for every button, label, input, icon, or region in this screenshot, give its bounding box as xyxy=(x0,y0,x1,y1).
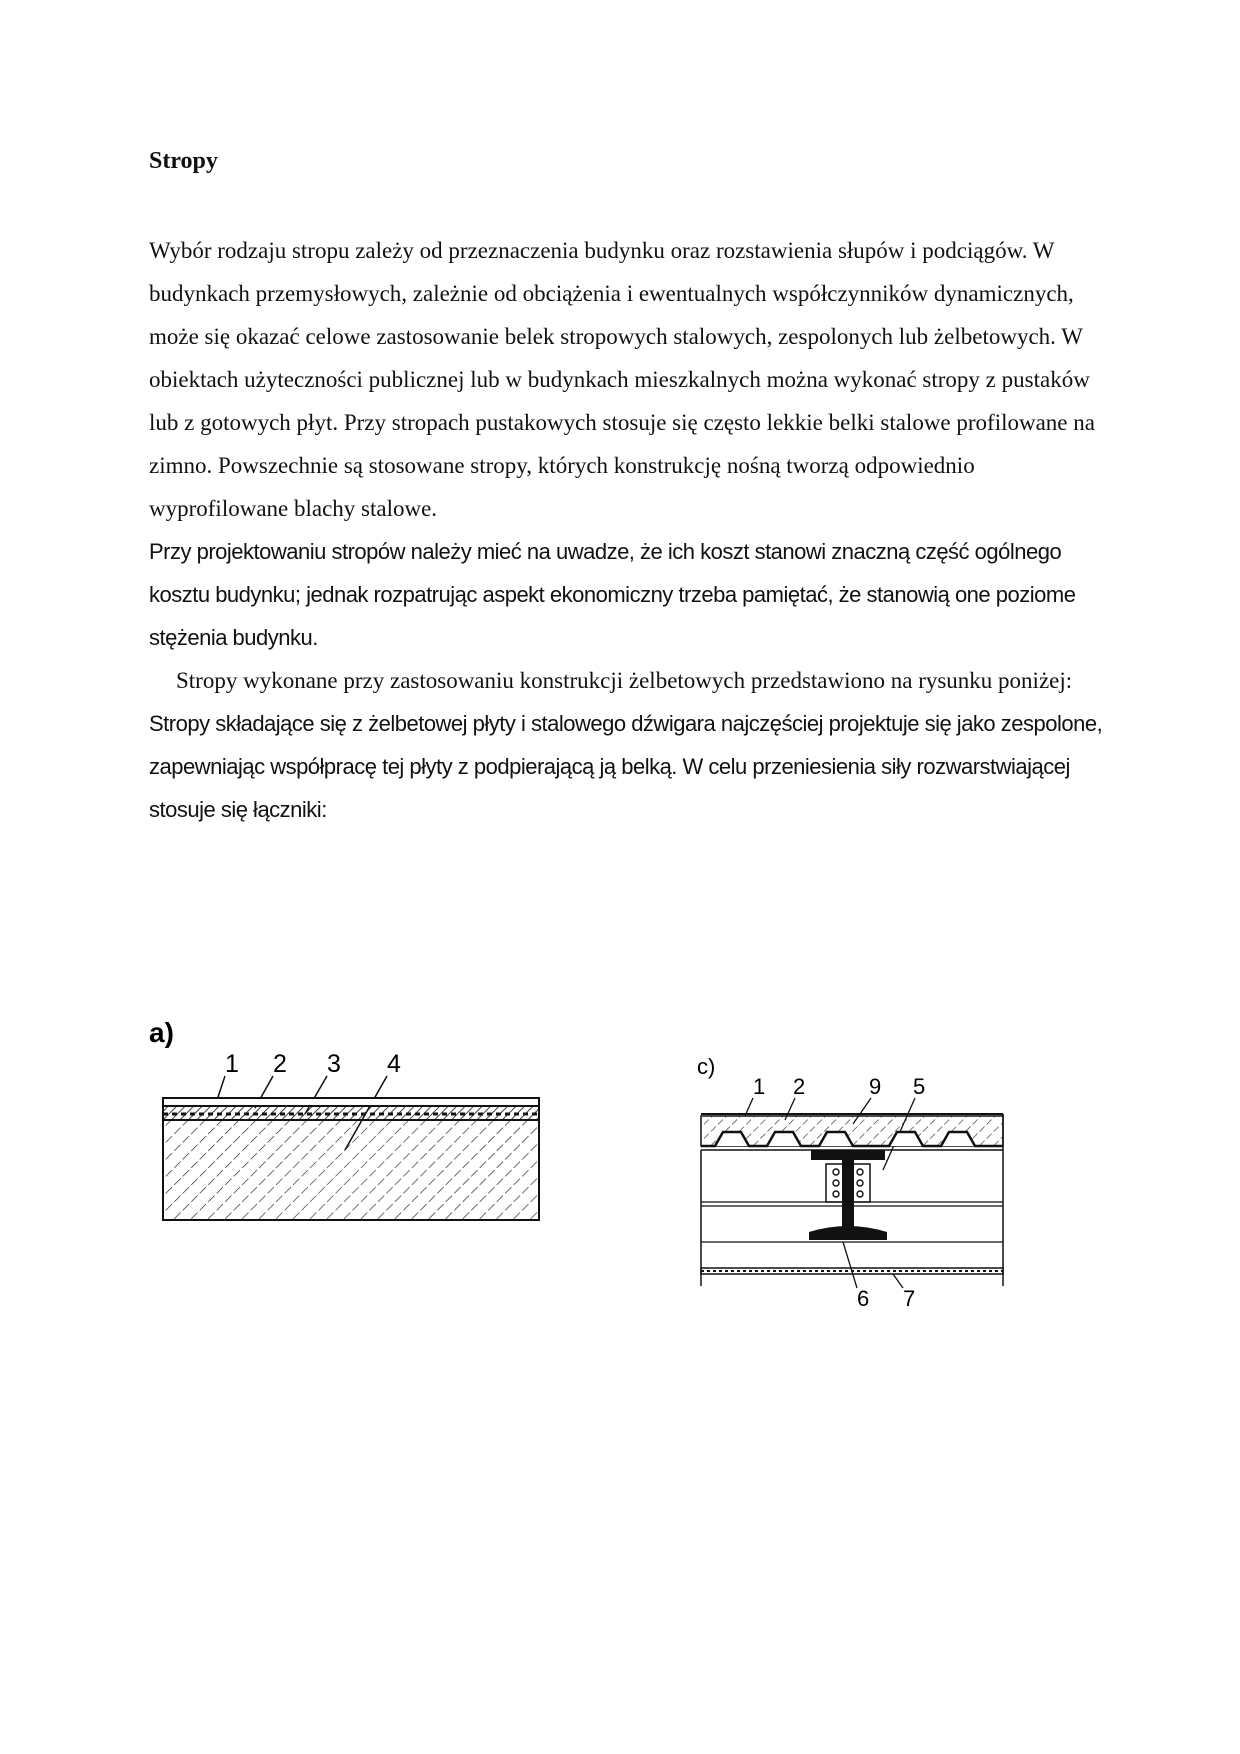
page-title: Stropy xyxy=(149,148,218,174)
figure-c-callout-7: 7 xyxy=(903,1286,916,1310)
paragraph-composite: Stropy składające się z żelbetowej płyty i stalowego dźwigara najczęściej projektuje się jako zespolone, zapewniając współpracę tej płyty z podpierającą ją belką. W celu przeniesienia siły rozwarstwiającej stosuje się łączniki: xyxy=(149,711,1103,822)
figure-c-callout-9: 9 xyxy=(869,1074,882,1099)
figure-a-drawing xyxy=(145,1010,545,1230)
figure-c-callout-2: 2 xyxy=(793,1074,806,1099)
figure-c-label: c) xyxy=(697,1054,716,1079)
paragraph-costs: Przy projektowaniu stropów należy mieć na uwadze, że ich koszt stanowi znaczną część ogólnego kosztu budynku; jednak rozpatrując aspekt ekonomiczny trzeba pamiętać, że stanowią one poziome stężenia budynku. xyxy=(149,539,1076,650)
figure-a-callout-4: 4 xyxy=(387,1050,401,1078)
figure-a xyxy=(145,1010,545,1235)
figure-a-callout-1: 1 xyxy=(225,1050,239,1078)
paragraph-intro: Wybór rodzaju stropu zależy od przeznaczenia budynku oraz rozstawienia słupów i podciągów. W budynkach przemysłowych, zależnie od obciążenia i ewentualnych współczynników dynamicznych, może się okazać celowe zastosowanie belek stropowych stalowych, zespolonych lub żelbetowych. W obiektach użyteczności publicznej lub w budynkach mieszkalnych można wykonać stropy z pustaków lub z gotowych płyt. Przy stropach pustakowych stosuje się często lekkie belki stalowe profilowane na zimno. Powszechnie są stosowane stropy, których konstrukcję nośną tworzą odpowiednio wyprofilowane blachy stalowe. xyxy=(149,238,1095,521)
figure-c-callout-1: 1 xyxy=(753,1074,766,1099)
figure-a-label: a) xyxy=(149,1017,174,1048)
figure-a-callout-3: 3 xyxy=(327,1050,341,1078)
figure-c-drawing xyxy=(693,1050,1013,1310)
figure-c-callout-5: 5 xyxy=(913,1074,926,1099)
paragraph-figure-intro: Stropy wykonane przy zastosowaniu konstrukcji żelbetowych przedstawiono na rysunku poniżej: xyxy=(176,668,1073,693)
figure-c-callout-6: 6 xyxy=(857,1286,870,1310)
figure-a-callout-2: 2 xyxy=(273,1050,287,1078)
document-body xyxy=(149,229,1109,831)
figure-c xyxy=(693,1050,1013,1315)
